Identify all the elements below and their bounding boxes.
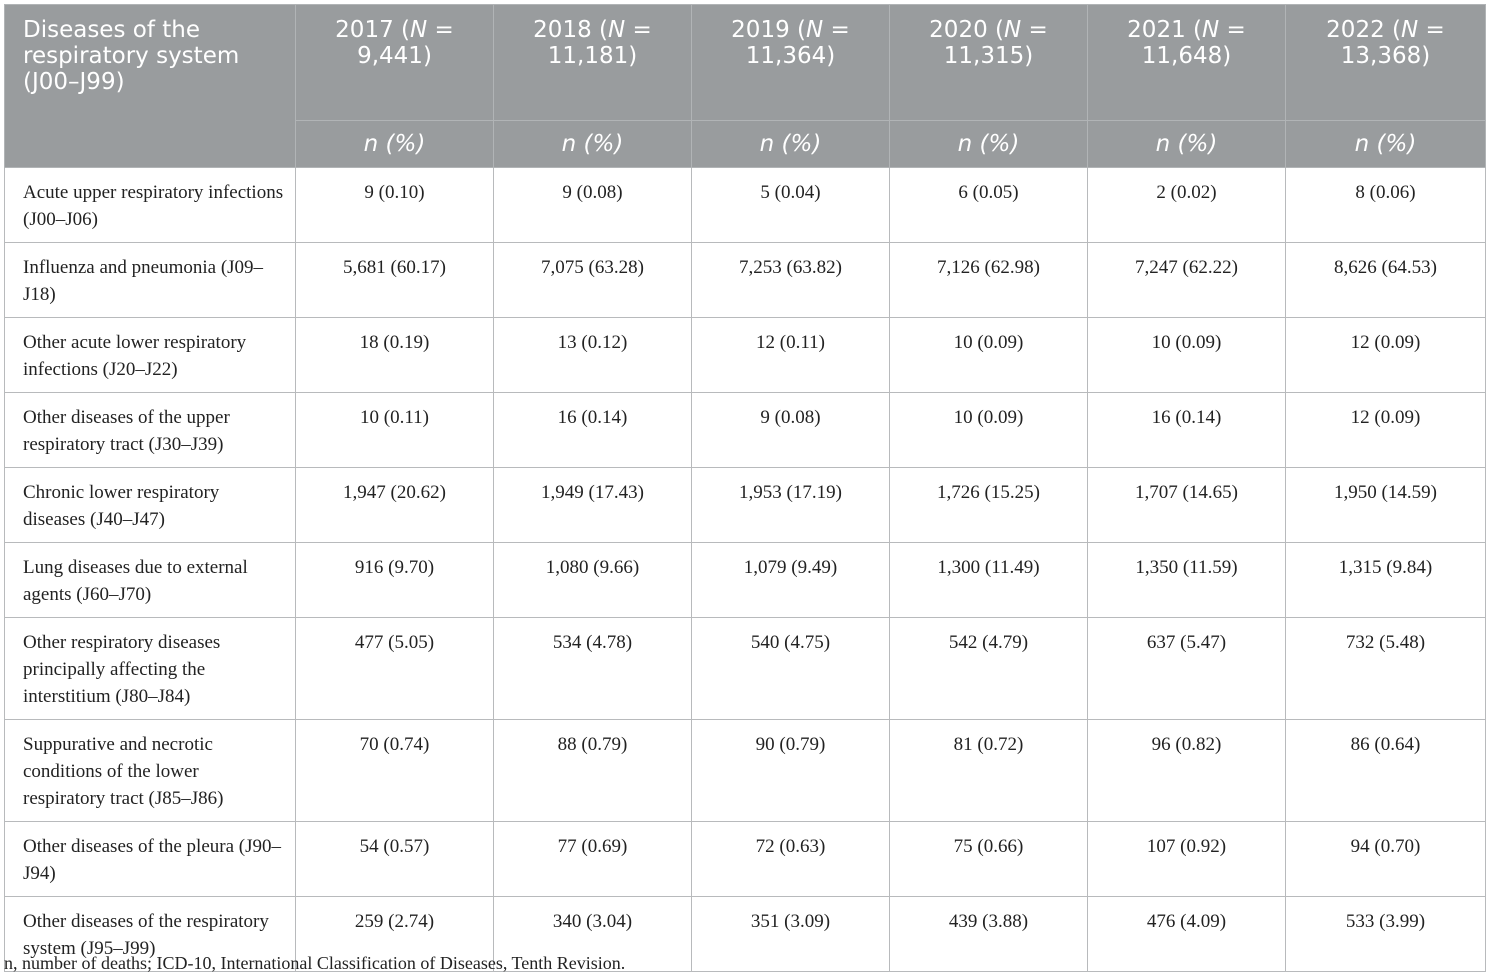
- subheader-n-percent: n (%): [1088, 121, 1286, 168]
- table-cell: 6 (0.05): [890, 168, 1088, 243]
- table-row: [5, 543, 1486, 618]
- table-cell: 637 (5.47): [1088, 618, 1286, 720]
- table-cell: 90 (0.79): [692, 720, 890, 822]
- table-cell: 351 (3.09): [692, 897, 890, 972]
- table-cell: 10 (0.11): [296, 393, 494, 468]
- header-year-2019: 2019 (N = 11,364): [692, 5, 890, 121]
- table-cell: 81 (0.72): [890, 720, 1088, 822]
- table-cell: 13 (0.12): [494, 318, 692, 393]
- table-cell: 12 (0.11): [692, 318, 890, 393]
- table-cell: 10 (0.09): [1088, 318, 1286, 393]
- table-cell: 7,126 (62.98): [890, 243, 1088, 318]
- table-cell: 8,626 (64.53): [1286, 243, 1486, 318]
- table-cell: 476 (4.09): [1088, 897, 1286, 972]
- table-cell: 2 (0.02): [1088, 168, 1286, 243]
- table-row: [5, 243, 1486, 318]
- table-cell: 477 (5.05): [296, 618, 494, 720]
- mortality-table: [4, 4, 1486, 972]
- header-year-2021: 2021 (N = 11,648): [1088, 5, 1286, 121]
- table-cell: 88 (0.79): [494, 720, 692, 822]
- table-cell: 540 (4.75): [692, 618, 890, 720]
- table-cell: 12 (0.09): [1286, 393, 1486, 468]
- table-cell: 1,950 (14.59): [1286, 468, 1486, 543]
- subheader-n-percent: n (%): [494, 121, 692, 168]
- table-cell: 96 (0.82): [1088, 720, 1286, 822]
- table-cell: 107 (0.92): [1088, 822, 1286, 897]
- subheader-n-percent: n (%): [296, 121, 494, 168]
- table-cell: 18 (0.19): [296, 318, 494, 393]
- table-row: [5, 822, 1486, 897]
- table-row: [5, 618, 1486, 720]
- table-cell: 12 (0.09): [1286, 318, 1486, 393]
- table-cell: 916 (9.70): [296, 543, 494, 618]
- table-cell: 1,949 (17.43): [494, 468, 692, 543]
- subheader-n-percent: n (%): [1286, 121, 1486, 168]
- header-year-2020: 2020 (N = 11,315): [890, 5, 1088, 121]
- row-label: Suppurative and necrotic conditions of the lower respiratory tract (J85–J86): [5, 720, 296, 822]
- header-year-2017: 2017 (N = 9,441): [296, 5, 494, 121]
- table-cell: 7,075 (63.28): [494, 243, 692, 318]
- table-cell: 1,300 (11.49): [890, 543, 1088, 618]
- header-year-2022: 2022 (N = 13,368): [1286, 5, 1486, 121]
- table-row: [5, 318, 1486, 393]
- table-cell: 5 (0.04): [692, 168, 890, 243]
- table-cell: 732 (5.48): [1286, 618, 1486, 720]
- table-cell: 72 (0.63): [692, 822, 890, 897]
- row-label: Other respiratory diseases principally affecting the interstitium (J80–J84): [5, 618, 296, 720]
- table-cell: 10 (0.09): [890, 393, 1088, 468]
- table-cell: 340 (3.04): [494, 897, 692, 972]
- table-cell: 1,953 (17.19): [692, 468, 890, 543]
- table-cell: 1,350 (11.59): [1088, 543, 1286, 618]
- table-cell: 1,707 (14.65): [1088, 468, 1286, 543]
- row-label: Influenza and pneumonia (J09–J18): [5, 243, 296, 318]
- row-label: Acute upper respiratory infections (J00–J06): [5, 168, 296, 243]
- header-year-2018: 2018 (N = 11,181): [494, 5, 692, 121]
- table-cell: 70 (0.74): [296, 720, 494, 822]
- table-cell: 7,253 (63.82): [692, 243, 890, 318]
- row-label: Other acute lower respiratory infections (J20–J22): [5, 318, 296, 393]
- table-cell: 8 (0.06): [1286, 168, 1486, 243]
- table-cell: 16 (0.14): [1088, 393, 1286, 468]
- table-cell: 1,726 (15.25): [890, 468, 1088, 543]
- table-row: [5, 468, 1486, 543]
- table-row: [5, 720, 1486, 822]
- table-cell: 5,681 (60.17): [296, 243, 494, 318]
- table-cell: 94 (0.70): [1286, 822, 1486, 897]
- table-cell: 77 (0.69): [494, 822, 692, 897]
- table-cell: 54 (0.57): [296, 822, 494, 897]
- table-cell: 7,247 (62.22): [1088, 243, 1286, 318]
- table-cell: 75 (0.66): [890, 822, 1088, 897]
- table-cell: 9 (0.08): [494, 168, 692, 243]
- table-cell: 1,079 (9.49): [692, 543, 890, 618]
- subheader-n-percent: n (%): [890, 121, 1088, 168]
- header-disease-category: Diseases of the respiratory system (J00–J99): [5, 5, 296, 168]
- table-cell: 9 (0.08): [692, 393, 890, 468]
- row-label: Chronic lower respiratory diseases (J40–J47): [5, 468, 296, 543]
- table-row: [5, 168, 1486, 243]
- table-cell: 534 (4.78): [494, 618, 692, 720]
- table-row: [5, 393, 1486, 468]
- header-row: [5, 5, 1486, 121]
- table-cell: 1,315 (9.84): [1286, 543, 1486, 618]
- table-cell: 16 (0.14): [494, 393, 692, 468]
- table-cell: 542 (4.79): [890, 618, 1088, 720]
- table-footnote: n, number of deaths; ICD-10, International Classification of Diseases, Tenth Revision.: [4, 953, 626, 973]
- table-cell: 533 (3.99): [1286, 897, 1486, 972]
- table-cell: 439 (3.88): [890, 897, 1088, 972]
- table-cell: 259 (2.74): [296, 897, 494, 972]
- table-cell: 86 (0.64): [1286, 720, 1486, 822]
- subheader-n-percent: n (%): [692, 121, 890, 168]
- row-label: Lung diseases due to external agents (J60–J70): [5, 543, 296, 618]
- row-label: Other diseases of the pleura (J90–J94): [5, 822, 296, 897]
- table-cell: 9 (0.10): [296, 168, 494, 243]
- row-label: Other diseases of the respiratory system (J95–J99): [5, 897, 296, 972]
- table-cell: 1,947 (20.62): [296, 468, 494, 543]
- table-cell: 10 (0.09): [890, 318, 1088, 393]
- row-label: Other diseases of the upper respiratory tract (J30–J39): [5, 393, 296, 468]
- table-cell: 1,080 (9.66): [494, 543, 692, 618]
